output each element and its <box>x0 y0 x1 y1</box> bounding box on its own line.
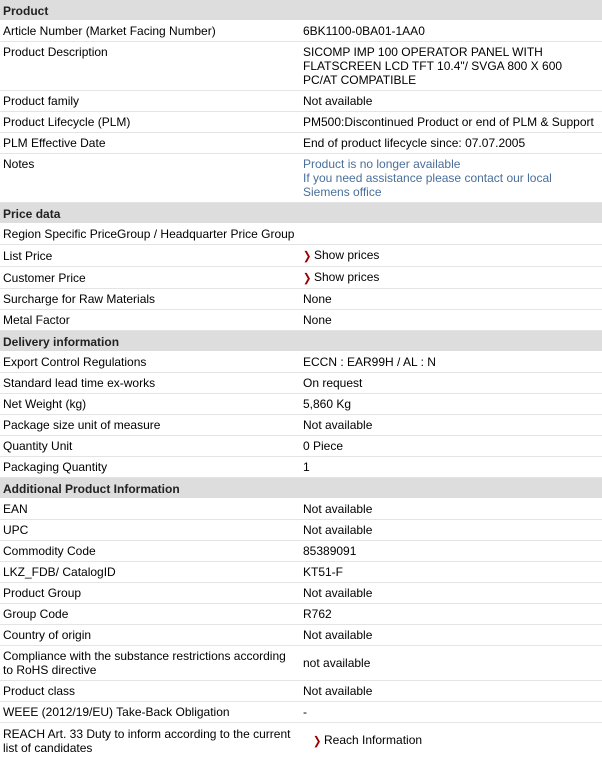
label-notes: Notes <box>3 157 35 171</box>
label-product-description: Product Description <box>3 45 108 59</box>
label-ean: EAN <box>3 502 28 516</box>
customer-price-show-prices-label: Show prices <box>314 269 380 284</box>
customer-price-show-prices-link[interactable] <box>300 270 602 286</box>
chevron-right-icon: ❯ <box>303 249 312 263</box>
reach-information-label: Reach Information <box>324 732 423 747</box>
value-catalog-id: KT51-F <box>303 565 344 579</box>
label-list-price: List Price <box>3 248 53 263</box>
value-product-lifecycle: PM500:Discontinued Product or end of PLM & Support <box>303 115 594 129</box>
label-commodity-code: Commodity Code <box>3 544 96 558</box>
section-header-price-data: Price data <box>0 203 602 224</box>
row-product-family <box>0 91 602 112</box>
label-product-group: Product Group <box>3 586 82 600</box>
value-upc: Not available <box>303 523 373 537</box>
value-product-family: Not available <box>303 94 373 108</box>
row-region-price-group <box>0 224 602 245</box>
label-surcharge-raw-materials: Surcharge for Raw Materials <box>3 292 156 306</box>
row-net-weight <box>0 394 602 415</box>
value-product-description: SICOMP IMP 100 OPERATOR PANEL WITH FLATSCREEN LCD TFT 10.4"/ SVGA 800 X 600 PC/AT COMPATIBLE <box>303 45 563 87</box>
row-product-group <box>0 583 602 604</box>
label-product-family: Product family <box>3 94 80 108</box>
label-reach-duty: REACH Art. 33 Duty to inform according to the current list of candidates <box>3 726 291 755</box>
value-export-control: ECCN : EAR99H / AL : N <box>303 355 436 369</box>
row-export-control <box>0 352 602 373</box>
label-weee-obligation: WEEE (2012/19/EU) Take-Back Obligation <box>3 705 230 719</box>
value-surcharge-raw-materials: None <box>303 292 332 306</box>
row-notes <box>0 154 602 203</box>
label-export-control: Export Control Regulations <box>3 355 147 369</box>
row-group-code <box>0 604 602 625</box>
value-ean: Not available <box>303 502 373 516</box>
label-rohs-compliance: Compliance with the substance restrictions according to RoHS directive <box>3 649 286 677</box>
value-product-group: Not available <box>303 586 373 600</box>
list-price-show-prices-link[interactable] <box>300 248 602 264</box>
row-product-lifecycle <box>0 112 602 133</box>
row-commodity-code <box>0 541 602 562</box>
label-quantity-unit: Quantity Unit <box>3 439 73 453</box>
section-header-product: Product <box>0 0 602 21</box>
notes-no-longer-available-link[interactable]: Product is no longer available <box>303 157 461 171</box>
label-plm-effective-date: PLM Effective Date <box>3 136 106 150</box>
row-plm-effective-date <box>0 133 602 154</box>
label-region-price-group: Region Specific PriceGroup / Headquarter Price Group <box>3 227 295 241</box>
row-quantity-unit <box>0 436 602 457</box>
list-price-show-prices-label: Show prices <box>314 247 380 262</box>
row-product-class <box>0 681 602 702</box>
chevron-right-icon: ❯ <box>303 271 312 285</box>
label-metal-factor: Metal Factor <box>3 313 70 327</box>
label-customer-price: Customer Price <box>3 270 86 285</box>
row-customer-price <box>0 267 602 289</box>
row-metal-factor <box>0 310 602 331</box>
label-catalog-id: LKZ_FDB/ CatalogID <box>3 565 116 579</box>
row-reach-duty <box>0 723 602 758</box>
label-package-size-unit: Package size unit of measure <box>3 418 161 432</box>
label-group-code: Group Code <box>3 607 69 621</box>
value-lead-time: On request <box>303 376 363 390</box>
label-upc: UPC <box>3 523 29 537</box>
value-country-of-origin: Not available <box>303 628 373 642</box>
row-catalog-id <box>0 562 602 583</box>
row-surcharge-raw-materials <box>0 289 602 310</box>
row-package-size-unit <box>0 415 602 436</box>
chevron-right-icon: ❯ <box>313 734 322 748</box>
section-header-delivery-information: Delivery information <box>0 331 602 352</box>
label-product-class: Product class <box>3 684 76 698</box>
value-net-weight: 5,860 Kg <box>303 397 352 411</box>
row-upc <box>0 520 602 541</box>
reach-information-link[interactable] <box>310 733 602 749</box>
row-ean <box>0 499 602 520</box>
value-weee-obligation: - <box>303 705 307 719</box>
row-list-price <box>0 245 602 267</box>
value-metal-factor: None <box>303 313 332 327</box>
row-article-number <box>0 21 602 42</box>
row-rohs-compliance <box>0 646 602 681</box>
row-lead-time <box>0 373 602 394</box>
row-product-description <box>0 42 602 91</box>
value-group-code: R762 <box>303 607 332 621</box>
label-country-of-origin: Country of origin <box>3 628 92 642</box>
value-rohs-compliance: not available <box>303 656 371 670</box>
label-lead-time: Standard lead time ex-works <box>3 376 156 390</box>
label-net-weight: Net Weight (kg) <box>3 397 87 411</box>
row-weee-obligation <box>0 702 602 723</box>
notes-contact-siemens-link[interactable]: If you need assistance please contact our local Siemens office <box>303 171 552 199</box>
row-country-of-origin <box>0 625 602 646</box>
value-packaging-quantity: 1 <box>303 460 310 474</box>
section-header-additional-product-information: Additional Product Information <box>0 478 602 499</box>
label-product-lifecycle: Product Lifecycle (PLM) <box>3 115 131 129</box>
row-packaging-quantity <box>0 457 602 478</box>
value-plm-effective-date: End of product lifecycle since: 07.07.2005 <box>303 136 526 150</box>
value-package-size-unit: Not available <box>303 418 373 432</box>
label-packaging-quantity: Packaging Quantity <box>3 460 108 474</box>
value-quantity-unit: 0 Piece <box>303 439 344 453</box>
label-article-number: Article Number (Market Facing Number) <box>3 24 216 38</box>
value-notes <box>300 157 602 199</box>
value-commodity-code: 85389091 <box>303 544 357 558</box>
value-product-class: Not available <box>303 684 373 698</box>
value-article-number: 6BK1100-0BA01-1AA0 <box>303 24 425 38</box>
